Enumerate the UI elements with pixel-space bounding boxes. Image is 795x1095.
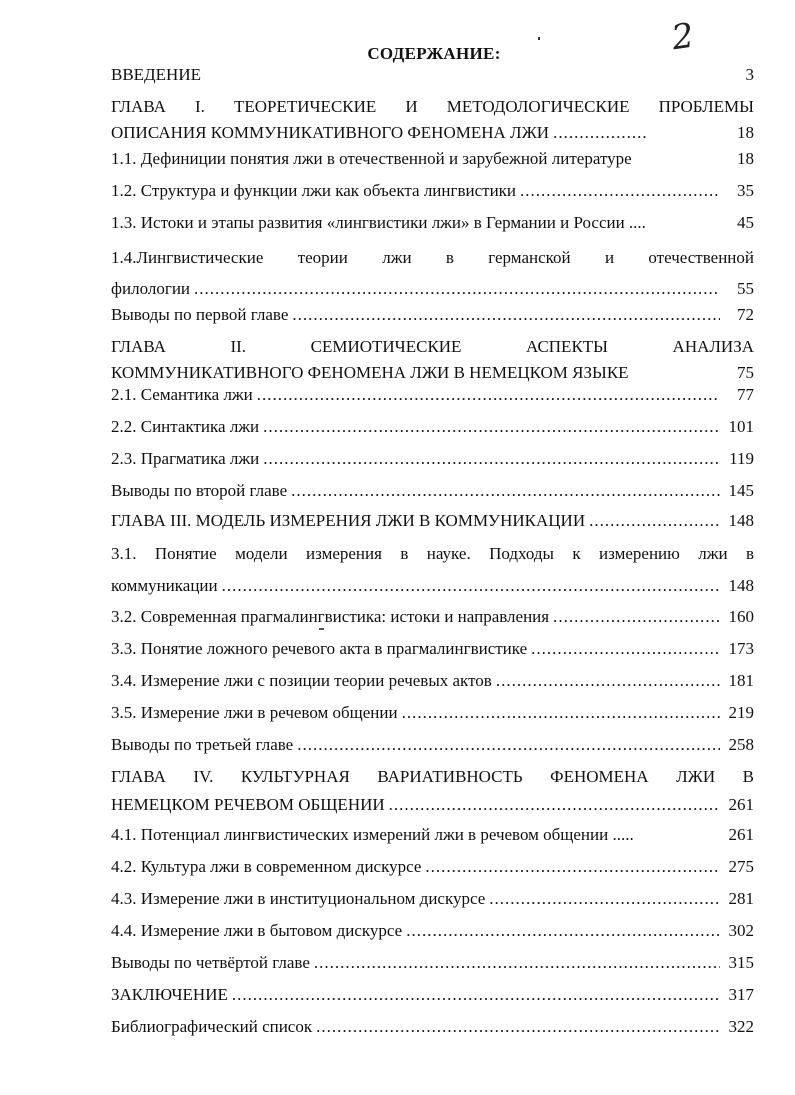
toc-entry-intro[interactable]	[111, 62, 754, 88]
toc-entry-4-4[interactable]	[111, 918, 754, 944]
toc-entry-4-3[interactable]	[111, 886, 754, 912]
toc-entry-page: 72	[737, 305, 754, 324]
toc-entry-1-2[interactable]	[111, 178, 754, 204]
toc-entry-page: 317	[728, 985, 754, 1004]
toc-entry-page: 302	[728, 921, 754, 940]
toc-entry-1-3[interactable]	[111, 210, 754, 236]
toc-entry-page: 119	[729, 449, 754, 468]
scan-speck	[538, 37, 540, 40]
toc-entry-label: 4.3. Измерение лжи в институциональном дискурсе	[111, 889, 486, 908]
toc-entry-label: 4.2. Культура лжи в современном дискурсе	[111, 857, 422, 876]
handwritten-page-number: 2	[669, 15, 697, 59]
toc-entry-page: 281	[728, 889, 754, 908]
toc-entry-label: 1.1. Дефиниции понятия лжи в отечественной и зарубежной литературе	[111, 149, 632, 168]
toc-entry-3-1[interactable]	[111, 538, 754, 602]
toc-entry-label: 3.2. Современная прагмалингвистика: истоки и направления	[111, 607, 550, 626]
toc-entry-page: 173	[728, 639, 754, 658]
toc-entry-label-line1: 3.1. Понятие модели измерения в науке. Подходы к измерению лжи в	[111, 544, 754, 563]
toc-entry-page: 101	[728, 417, 754, 436]
toc-entry-page: 45	[737, 213, 754, 232]
toc-entry-label: Выводы по первой главе	[111, 305, 289, 324]
toc-entry-label-line1: ГЛАВА I. ТЕОРЕТИЧЕСКИЕ И МЕТОДОЛОГИЧЕСКИЕ ПРОБЛЕМЫ	[111, 97, 754, 116]
toc-entry-page: 77	[737, 385, 754, 404]
toc-entry-conclusion-1[interactable]	[111, 302, 754, 328]
toc-entry-2-1[interactable]	[111, 382, 754, 408]
toc-entry-page: 160	[728, 607, 754, 626]
toc-entry-chapter-4[interactable]	[111, 764, 754, 820]
toc-entry-label-line1: 1.4.Лингвистические теории лжи в германской и отечественной	[111, 248, 754, 267]
toc-entry-page: 55	[737, 279, 754, 298]
toc-entry-conclusion-2[interactable]	[111, 478, 754, 504]
toc-entry-page: 258	[728, 735, 754, 754]
toc-entry-4-1[interactable]	[111, 822, 754, 848]
toc-entry-label-line1: ГЛАВА II. СЕМИОТИЧЕСКИЕ АСПЕКТЫ АНАЛИЗА	[111, 337, 754, 356]
toc-entry-label-line2: КОММУНИКАТИВНОГО ФЕНОМЕНА ЛЖИ В НЕМЕЦКОМ ЯЗЫКЕ	[111, 363, 629, 382]
toc-entry-page: 18	[737, 123, 754, 142]
toc-entry-page: 219	[728, 703, 754, 722]
toc-entry-label: 3.3. Понятие ложного речевого акта в прагмалингвистике	[111, 639, 528, 658]
toc-entry-chapter-3[interactable]	[111, 508, 754, 534]
toc-entry-conclusion[interactable]	[111, 982, 754, 1008]
toc-entry-label: Выводы по третьей главе	[111, 735, 294, 754]
toc-entry-label-line2: НЕМЕЦКОМ РЕЧЕВОМ ОБЩЕНИИ	[111, 795, 385, 814]
toc-entry-label: Выводы по второй главе	[111, 481, 288, 500]
toc-entry-4-2[interactable]	[111, 854, 754, 880]
toc-entry-label: ЗАКЛЮЧЕНИЕ	[111, 985, 228, 1004]
toc-entry-label-line2: филологии	[111, 279, 191, 298]
toc-entry-page: 145	[728, 481, 754, 500]
toc-entry-label: 2.3. Прагматика лжи	[111, 449, 260, 468]
toc-entry-label: ГЛАВА III. МОДЕЛЬ ИЗМЕРЕНИЯ ЛЖИ В КОММУНИКАЦИИ	[111, 511, 586, 530]
toc-entry-label: 4.1. Потенциал лингвистических измерений лжи в речевом общении .....	[111, 825, 634, 844]
toc-entry-conclusion-3[interactable]	[111, 732, 754, 758]
toc-entry-3-4[interactable]	[111, 668, 754, 694]
toc-entry-label: 1.2. Структура и функции лжи как объекта лингвистики	[111, 181, 517, 200]
page-title: СОДЕРЖАНИЕ:	[367, 44, 501, 63]
toc-entry-page: 148	[728, 576, 754, 595]
toc-entry-label-line2: ОПИСАНИЯ КОММУНИКАТИВНОГО ФЕНОМЕНА ЛЖИ	[111, 123, 550, 142]
toc-entry-page: 315	[728, 953, 754, 972]
toc-entry-label: 1.3. Истоки и этапы развития «лингвистики лжи» в Германии и России ....	[111, 213, 646, 232]
toc-entry-label: Выводы по четвёртой главе	[111, 953, 310, 972]
toc-entry-page: 75	[737, 363, 754, 382]
toc-entry-2-2[interactable]	[111, 414, 754, 440]
toc-entry-label-line2: коммуникации	[111, 576, 218, 595]
toc-entry-label: ВВЕДЕНИЕ	[111, 65, 201, 84]
toc-entry-page: 322	[728, 1017, 754, 1036]
toc-entry-page: 261	[728, 795, 754, 814]
toc-entry-label: 2.1. Семантика лжи	[111, 385, 253, 404]
scan-mark	[319, 628, 324, 630]
toc-entry-page: 181	[728, 671, 754, 690]
toc-entry-1-4[interactable]	[111, 242, 754, 304]
toc-entry-page: 35	[737, 181, 754, 200]
toc-entry-2-3[interactable]	[111, 446, 754, 472]
toc-entry-page: 18	[737, 149, 754, 168]
toc-entry-chapter-1[interactable]	[111, 94, 754, 146]
toc-entry-label: 3.5. Измерение лжи в речевом общении	[111, 703, 398, 722]
toc-entry-label: Библиографический список	[111, 1017, 313, 1036]
toc-entry-1-1[interactable]	[111, 146, 754, 172]
toc-entry-page: 3	[745, 65, 754, 84]
toc-entry-label-line1: ГЛАВА IV. КУЛЬТУРНАЯ ВАРИАТИВНОСТЬ ФЕНОМЕНА ЛЖИ В	[111, 767, 754, 786]
toc-entry-page: 275	[728, 857, 754, 876]
toc-entry-chapter-2[interactable]	[111, 334, 754, 386]
toc-entry-3-3[interactable]	[111, 636, 754, 662]
toc-entry-label: 4.4. Измерение лжи в бытовом дискурсе	[111, 921, 403, 940]
toc-entry-label: 2.2. Синтактика лжи	[111, 417, 260, 436]
toc-entry-conclusion-4[interactable]	[111, 950, 754, 976]
toc-entry-bibliography[interactable]	[111, 1014, 754, 1040]
toc-entry-label: 3.4. Измерение лжи с позиции теории речевых актов	[111, 671, 492, 690]
toc-entry-page: 148	[728, 511, 754, 530]
toc-entry-page: 261	[728, 825, 754, 844]
toc-entry-3-5[interactable]	[111, 700, 754, 726]
toc-entry-3-2[interactable]	[111, 604, 754, 630]
